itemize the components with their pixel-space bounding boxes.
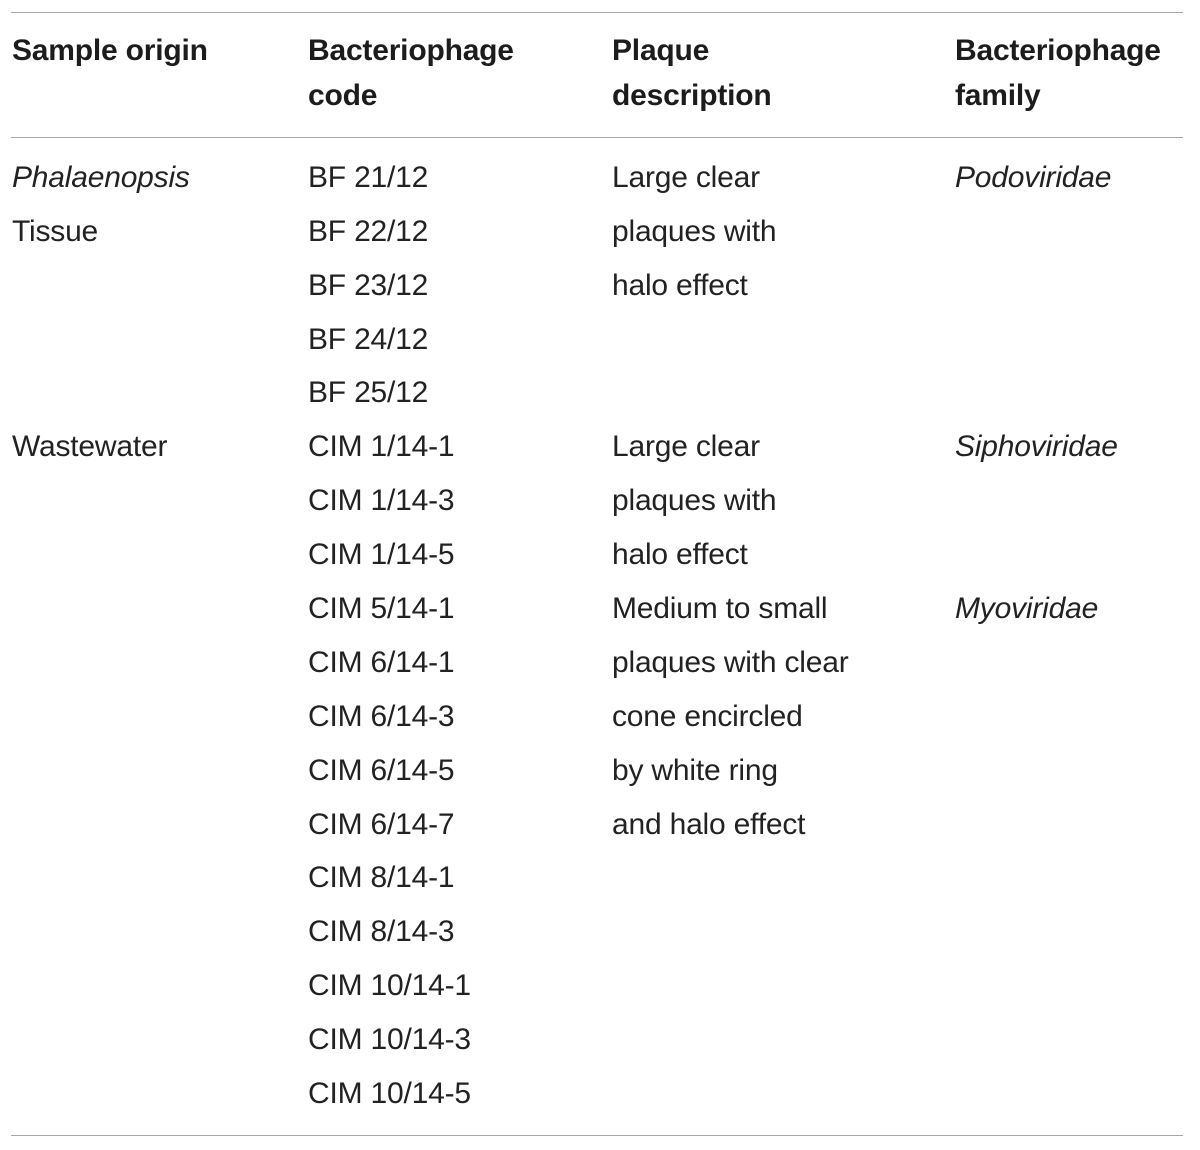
phage-code: CIM 1/14-1 [308, 430, 455, 463]
sample-origin-tissue: Tissue [12, 215, 99, 248]
phage-code: CIM 10/14-5 [308, 1077, 471, 1110]
phage-code: BF 25/12 [308, 376, 429, 409]
phage-family-siphoviridae: Siphoviridae [955, 430, 1118, 463]
plaque-description-line: plaques with [612, 484, 777, 517]
phage-code: BF 21/12 [308, 161, 429, 194]
plaque-description-line: halo effect [612, 269, 748, 302]
sample-origin-phalaenopsis: Phalaenopsis [12, 161, 190, 194]
phage-code: CIM 8/14-1 [308, 861, 455, 894]
header-bacteriophage-code-line1: Bacteriophage [308, 34, 514, 67]
header-bottom-rule [11, 137, 1183, 138]
phage-code: CIM 5/14-1 [308, 592, 455, 625]
phage-code: CIM 6/14-5 [308, 754, 455, 787]
phage-code: CIM 10/14-1 [308, 969, 471, 1002]
plaque-description-line: plaques with [612, 215, 777, 248]
phage-code: CIM 1/14-3 [308, 484, 455, 517]
header-sample-origin: Sample origin [12, 34, 208, 67]
plaque-description-line: plaques with clear [612, 646, 849, 679]
header-plaque-description-line2: description [612, 79, 772, 112]
plaque-description-line: Medium to small [612, 592, 828, 625]
table-top-rule [11, 12, 1183, 13]
plaque-description-line: halo effect [612, 538, 748, 571]
header-bacteriophage-code-line2: code [308, 79, 378, 112]
phage-code: BF 22/12 [308, 215, 429, 248]
phage-code: CIM 10/14-3 [308, 1023, 471, 1056]
phage-code: BF 24/12 [308, 323, 429, 356]
phage-code: CIM 6/14-1 [308, 646, 455, 679]
phage-code: BF 23/12 [308, 269, 429, 302]
plaque-description-line: by white ring [612, 754, 778, 787]
phage-code: CIM 8/14-3 [308, 915, 455, 948]
table-bottom-rule [11, 1135, 1183, 1136]
phage-family-podoviridae: Podoviridae [955, 161, 1112, 194]
header-bacteriophage-family-line2: family [955, 79, 1041, 112]
phage-family-myoviridae: Myoviridae [955, 592, 1099, 625]
plaque-description-line: Large clear [612, 430, 760, 463]
header-plaque-description-line1: Plaque [612, 34, 710, 67]
phage-code: CIM 1/14-5 [308, 538, 455, 571]
plaque-description-line: cone encircled [612, 700, 803, 733]
phage-code: CIM 6/14-7 [308, 808, 455, 841]
plaque-description-line: Large clear [612, 161, 760, 194]
plaque-description-line: and halo effect [612, 808, 806, 841]
phage-code: CIM 6/14-3 [308, 700, 455, 733]
sample-origin-wastewater: Wastewater [12, 430, 168, 463]
header-bacteriophage-family-line1: Bacteriophage [955, 34, 1161, 67]
